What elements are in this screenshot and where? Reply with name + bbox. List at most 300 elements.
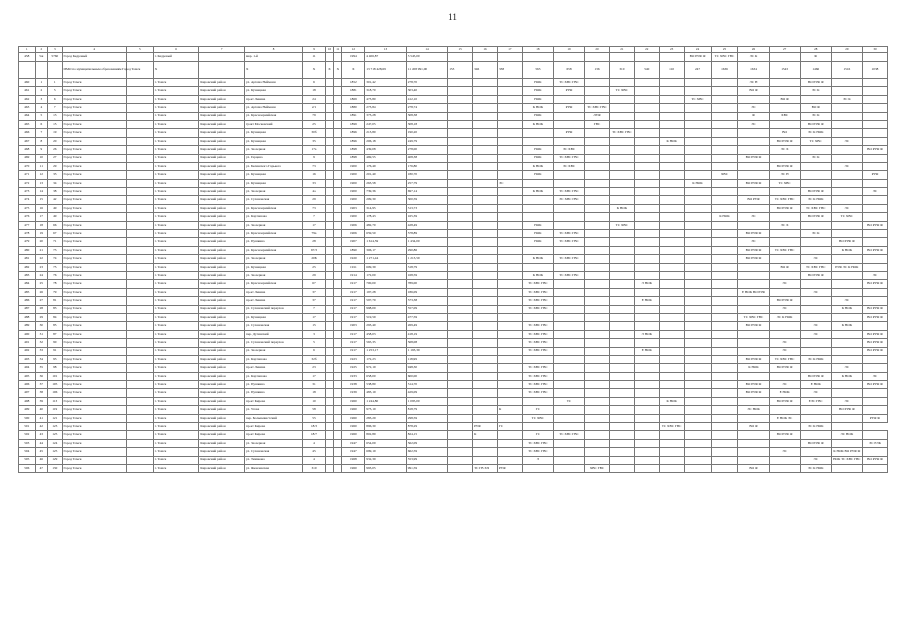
table-cell: [862, 397, 887, 405]
table-cell: ТС ХВС ГВС: [522, 339, 553, 347]
table-cell: ул. Карташова: [245, 372, 303, 380]
table-cell: [659, 188, 684, 196]
table-cell: НОК: [522, 154, 553, 162]
table-cell: [609, 389, 634, 397]
table-cell: [325, 347, 333, 355]
table-cell: [831, 230, 862, 238]
table-cell: [585, 188, 610, 196]
table-cell: [831, 87, 862, 95]
table-row: [19, 330, 888, 338]
table-cell: 44: [35, 439, 47, 447]
table-cell: 1960: [342, 414, 365, 422]
table-cell: ВО РУФ Ф: [800, 439, 831, 447]
table-cell: [684, 246, 711, 254]
table-cell: [684, 339, 711, 347]
table-cell: ХВС: [711, 171, 738, 179]
table-cell: Город Томск: [62, 255, 126, 263]
table-cell: ул. Красноармейская: [245, 230, 303, 238]
table-cell: ул. Герцена: [245, 154, 303, 162]
table-cell: [831, 79, 862, 87]
table-cell: г. Томск: [153, 355, 199, 363]
table-cell: [769, 439, 800, 447]
table-cell: [325, 171, 333, 179]
table-cell: ЭС Н: [769, 171, 800, 179]
table-cell: [862, 389, 887, 397]
table-row: [19, 79, 888, 87]
table-cell: [585, 79, 610, 87]
table-cell: [634, 448, 659, 456]
table-cell: [448, 397, 473, 405]
table-cell: [684, 439, 711, 447]
table-cell: [448, 288, 473, 296]
table-cell: [448, 364, 473, 372]
table-cell: [334, 313, 342, 321]
table-cell: 654,09: [365, 439, 406, 447]
table-cell: [553, 112, 584, 120]
table-cell: 1900: [342, 196, 365, 204]
table-cell: ЭС: [831, 137, 862, 145]
table-cell: [800, 162, 831, 170]
table-cell: [769, 255, 800, 263]
table-cell: 15: [35, 196, 47, 204]
table-cell: 318,79: [406, 263, 447, 271]
table-cell: [497, 238, 522, 246]
table-cell: 125: [48, 448, 63, 456]
table-cell: ТС ХВС ГВС: [553, 255, 584, 263]
table-cell: [609, 439, 634, 447]
table-cell: ТС ХВС ГВС: [711, 53, 738, 62]
table-cell: 818,79: [406, 406, 447, 414]
table-cell: ТС ХВС ГВС: [553, 154, 584, 162]
column-number: 21: [609, 47, 634, 53]
table-cell: [448, 263, 473, 271]
table-cell: 105: [48, 381, 63, 389]
table-cell: [553, 179, 584, 187]
table-cell: Кировский район: [199, 313, 245, 321]
table-cell: [553, 280, 584, 288]
table-cell: 478: [19, 230, 36, 238]
table-cell: 49: [48, 213, 63, 221]
housing-register-table: [18, 46, 888, 473]
table-cell: 278,70: [406, 79, 447, 87]
table-cell: [497, 188, 522, 196]
table-cell: г. Томск: [153, 171, 199, 179]
table-cell: ЭС К: [800, 87, 831, 95]
table-cell: [522, 313, 553, 321]
table-cell: 5: [35, 112, 47, 120]
table-cell: 1 253,17: [365, 347, 406, 355]
table-cell: 467: [19, 137, 36, 145]
column-number: 2: [35, 47, 47, 53]
table-cell: Кировский район: [199, 104, 245, 112]
table-cell: г. Томск: [153, 464, 199, 472]
table-cell: г. Томск: [153, 95, 199, 103]
table-cell: [831, 154, 862, 162]
table-cell: [659, 79, 684, 87]
table-cell: НОК: [522, 87, 553, 95]
table-cell: [684, 129, 711, 137]
table-cell: 485: [19, 288, 36, 296]
table-cell: [684, 355, 711, 363]
table-cell: [585, 246, 610, 254]
table-cell: [497, 339, 522, 347]
table-cell: г. Томск: [153, 162, 199, 170]
table-cell: [831, 330, 862, 338]
table-cell: 476: [19, 213, 36, 221]
table-cell: [738, 129, 769, 137]
table-cell: 308,18: [406, 120, 447, 128]
table-cell: 1880: [342, 104, 365, 112]
table-cell: 1900: [342, 162, 365, 170]
table-cell: Кировский район: [199, 246, 245, 254]
table-cell: [609, 431, 634, 439]
table-cell: 1891: [342, 112, 365, 120]
table-cell: [553, 389, 584, 397]
table-cell: 568,08: [406, 339, 447, 347]
table-cell: 4 406,87: [365, 53, 406, 62]
table-cell: 34: [48, 179, 63, 187]
table-cell: [473, 288, 498, 296]
table-cell: [522, 179, 553, 187]
table-cell: [126, 381, 153, 389]
table-cell: [609, 230, 634, 238]
table-cell: ул. Сухановская: [245, 196, 303, 204]
table-cell: [497, 221, 522, 229]
table-cell: 412,10: [406, 95, 447, 103]
table-cell: ул. Артема Нейманн: [245, 104, 303, 112]
table-cell: Кировский район: [199, 196, 245, 204]
table-cell: [609, 448, 634, 456]
table-cell: Город Томск: [62, 230, 126, 238]
table-cell: 1920: [342, 255, 365, 263]
table-cell: [126, 146, 153, 154]
table-cell: ЭС Х: [769, 146, 800, 154]
table-cell: ТС ХВС ГВС: [522, 448, 553, 456]
table-cell: 1869: [342, 95, 365, 103]
table-cell: [325, 464, 333, 472]
column-number: 23: [659, 47, 684, 53]
table-cell: ВО РУФ Ф: [738, 230, 769, 238]
table-row: [19, 221, 888, 229]
table-cell: [684, 431, 711, 439]
table-cell: г. Томск: [153, 372, 199, 380]
table-cell: [862, 230, 887, 238]
table-cell: 5: [48, 87, 63, 95]
table-cell: [711, 263, 738, 271]
table-cell: ЭС: [769, 305, 800, 313]
table-cell: [684, 297, 711, 305]
table-cell: [473, 196, 498, 204]
table-row: [19, 431, 888, 439]
table-cell: [711, 381, 738, 389]
table-cell: [497, 104, 522, 112]
table-cell: [473, 313, 498, 321]
table-cell: [634, 464, 659, 472]
table-cell: 477: [19, 221, 36, 229]
table-cell: [585, 389, 610, 397]
table-cell: [769, 423, 800, 431]
table-cell: 1900: [342, 188, 365, 196]
table-cell: [334, 87, 342, 95]
table-cell: [497, 355, 522, 363]
table-cell: ИМО по муниципальным образованиям Город Томск: [62, 62, 126, 79]
table-cell: 540: [634, 62, 659, 79]
table-cell: 501: [19, 423, 36, 431]
table-cell: 483,19: [365, 389, 406, 397]
table-cell: [659, 414, 684, 422]
table-cell: 91: [48, 347, 63, 355]
table-cell: [609, 372, 634, 380]
table-cell: [862, 95, 887, 103]
table-cell: [325, 297, 333, 305]
table-cell: 29: [303, 196, 326, 204]
table-cell: 1890: [342, 246, 365, 254]
table-cell: [862, 431, 887, 439]
table-cell: [126, 280, 153, 288]
table-cell: ЭС: [769, 339, 800, 347]
table-cell: [738, 339, 769, 347]
table-cell: 180,70: [406, 171, 447, 179]
table-cell: Город Томск: [62, 246, 126, 254]
table-cell: Кировский район: [199, 238, 245, 246]
table-cell: [585, 137, 610, 145]
table-cell: [325, 263, 333, 271]
table-cell: 1917: [342, 339, 365, 347]
table-cell: [473, 330, 498, 338]
table-cell: [711, 330, 738, 338]
table-cell: ул. Заозерная: [245, 146, 303, 154]
table-cell: 3: [35, 95, 47, 103]
table-cell: [634, 188, 659, 196]
table-cell: Город Томск: [62, 414, 126, 422]
table-cell: [448, 162, 473, 170]
table-cell: [585, 364, 610, 372]
table-cell: ВО РУФ Ф: [862, 221, 887, 229]
table-cell: 948,30: [406, 364, 447, 372]
table-cell: 1852: [342, 79, 365, 87]
table-cell: 562,09: [406, 439, 447, 447]
table-cell: 462: [19, 95, 36, 103]
table-cell: [35, 62, 47, 79]
table-cell: ВО Ф: [738, 87, 769, 95]
table-cell: НОК: [522, 171, 553, 179]
table-cell: [634, 431, 659, 439]
table-cell: Город Томск: [62, 322, 126, 330]
table-cell: [522, 196, 553, 204]
table-cell: 27: [48, 154, 63, 162]
table-cell: 15: [48, 120, 63, 128]
table-cell: 17а: [303, 146, 326, 154]
table-cell: 310: [609, 62, 634, 79]
table-cell: 249,79: [406, 137, 447, 145]
table-cell: [659, 120, 684, 128]
table-cell: Кировский район: [199, 79, 245, 87]
table-cell: 17: [303, 221, 326, 229]
table-cell: Х: [325, 62, 333, 79]
table-cell: [711, 313, 738, 321]
table-cell: г. Томск: [153, 364, 199, 372]
table-cell: 38: [35, 389, 47, 397]
table-cell: [553, 364, 584, 372]
table-cell: пр-кт Ленина: [245, 95, 303, 103]
table-cell: [659, 112, 684, 120]
table-cell: ГВС: [585, 120, 610, 128]
table-cell: ХВС ГВС: [585, 464, 610, 472]
table-cell: [738, 146, 769, 154]
table-cell: г. Томск: [153, 381, 199, 389]
table-cell: 172,00: [365, 271, 406, 279]
table-cell: 73: [303, 162, 326, 170]
table-cell: ТС ХВС ГВС: [585, 104, 610, 112]
table-cell: Город Томск: [62, 439, 126, 447]
table-cell: Е НОК: [800, 381, 831, 389]
table-cell: [334, 196, 342, 204]
table-cell: [659, 381, 684, 389]
table-cell: [659, 431, 684, 439]
table-cell: [659, 330, 684, 338]
table-cell: [448, 204, 473, 212]
table-cell: [126, 297, 153, 305]
table-cell: [473, 347, 498, 355]
table-cell: [585, 381, 610, 389]
table-cell: 37: [35, 381, 47, 389]
table-cell: [334, 129, 342, 137]
table-cell: 1903: [342, 322, 365, 330]
table-cell: [738, 397, 769, 405]
table-cell: [738, 171, 769, 179]
table-cell: ЭС К НОК: [800, 129, 831, 137]
table-cell: Кировский район: [199, 364, 245, 372]
table-cell: [609, 137, 634, 145]
table-cell: [497, 87, 522, 95]
table-cell: [711, 322, 738, 330]
table-cell: [473, 305, 498, 313]
table-cell: [325, 79, 333, 87]
table-cell: г. Томск: [153, 448, 199, 456]
table-cell: [769, 372, 800, 380]
table-row: [19, 364, 888, 372]
table-cell: 346: [473, 62, 498, 79]
table-cell: 18/3: [303, 423, 326, 431]
table-cell: ВО: [769, 129, 800, 137]
table-cell: Кировский район: [199, 347, 245, 355]
table-cell: [711, 120, 738, 128]
table-cell: 6: [303, 79, 326, 87]
table-cell: [634, 406, 659, 414]
table-cell: [199, 53, 245, 62]
table-cell: [448, 347, 473, 355]
table-cell: ВО Ф: [800, 104, 831, 112]
table-cell: [334, 439, 342, 447]
table-cell: [800, 179, 831, 187]
table-cell: [862, 53, 887, 62]
table-cell: [831, 347, 862, 355]
table-cell: [585, 431, 610, 439]
table-cell: [325, 137, 333, 145]
table-cell: 47: [35, 464, 47, 472]
table-cell: 1903: [342, 204, 365, 212]
table-cell: ТС ХВС: [609, 87, 634, 95]
table-cell: РУФ: [497, 464, 522, 472]
table-cell: [711, 297, 738, 305]
table-row: [19, 179, 888, 187]
column-number: 4: [62, 47, 126, 53]
table-cell: [711, 179, 738, 187]
table-cell: К НОК: [831, 305, 862, 313]
table-cell: [769, 104, 800, 112]
table-cell: 29: [35, 313, 47, 321]
table-cell: ЭС: [800, 389, 831, 397]
table-cell: 1900: [342, 213, 365, 221]
table-cell: [659, 196, 684, 204]
table-cell: [553, 137, 584, 145]
table-cell: Ф: [738, 112, 769, 120]
table-cell: 492: [19, 347, 36, 355]
table-cell: ВО РУФ Ф: [831, 406, 862, 414]
table-cell: 20Б: [303, 255, 326, 263]
table-cell: г. Томск: [153, 322, 199, 330]
column-number: 13: [365, 47, 406, 53]
table-cell: [473, 53, 498, 62]
table-cell: ЭС К: [800, 112, 831, 120]
table-cell: [634, 423, 659, 431]
table-cell: [126, 305, 153, 313]
table-cell: 429,09: [406, 389, 447, 397]
table-cell: Кировский район: [199, 120, 245, 128]
table-cell: [497, 297, 522, 305]
table-cell: 306,17: [365, 246, 406, 254]
table-cell: ул. Кузнецкая: [245, 313, 303, 321]
table-cell: ЭС: [800, 255, 831, 263]
table-cell: [325, 339, 333, 347]
table-cell: [585, 339, 610, 347]
table-cell: [684, 381, 711, 389]
table-cell: ГС: [497, 423, 522, 431]
table-cell: 17: [303, 313, 326, 321]
table-cell: [334, 204, 342, 212]
table-cell: Кировский район: [199, 154, 245, 162]
table-cell: [609, 423, 634, 431]
table-cell: [325, 322, 333, 330]
table-cell: [473, 230, 498, 238]
table-cell: [497, 120, 522, 128]
table-cell: Город Томск: [62, 95, 126, 103]
table-cell: [325, 372, 333, 380]
table-row: [19, 397, 888, 405]
table-cell: [634, 129, 659, 137]
table-cell: пер. Большевистский: [245, 414, 303, 422]
table-cell: [126, 389, 153, 397]
table-cell: 7: [303, 213, 326, 221]
table-cell: [659, 389, 684, 397]
table-cell: [862, 137, 887, 145]
table-cell: [334, 330, 342, 338]
table-cell: [609, 53, 634, 62]
table-cell: [711, 112, 738, 120]
table-cell: 472: [19, 179, 36, 187]
table-cell: [325, 397, 333, 405]
table-cell: [634, 322, 659, 330]
table-cell: [325, 154, 333, 162]
table-cell: [126, 196, 153, 204]
table-cell: 503: [19, 439, 36, 447]
table-cell: ВО РУФ Ф: [738, 255, 769, 263]
table-cell: ул. Кузнецкая: [245, 87, 303, 95]
column-number: 25: [711, 47, 738, 53]
table-cell: 35: [303, 137, 326, 145]
table-cell: РУФ ЭС К НОК: [831, 263, 862, 271]
table-cell: ВО РУФ Ф: [862, 313, 887, 321]
